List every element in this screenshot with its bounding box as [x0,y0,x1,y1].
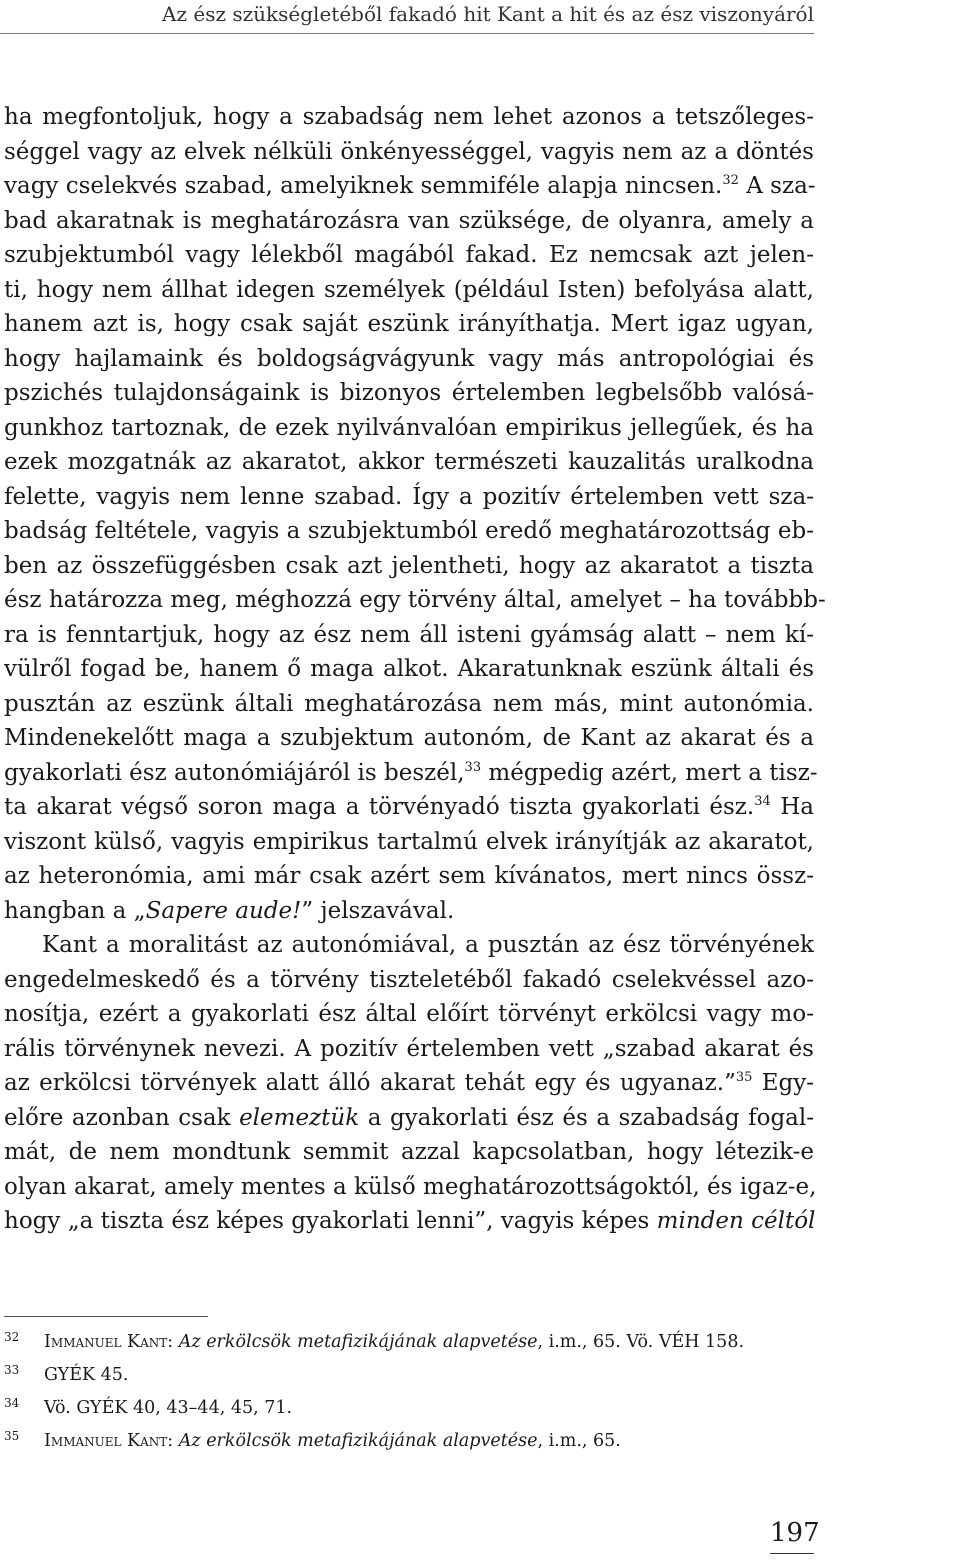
footnote-33 [4,1363,128,1385]
text-line: séggel vagy az elvek nélküli önkényességgel, vagyis nem az a döntés [4,138,814,165]
italic-phrase: minden céltól [656,1208,816,1234]
text-line: ti, hogy nem állhat idegen személyek (például Isten) befolyása alatt, [4,276,814,303]
text-line: pusztán az eszünk általi meghatározása nem más, mint autonómia. [4,690,814,717]
footnote-author: Immanuel Kant: [44,1431,174,1451]
footnote-number: 33 [4,1363,20,1377]
text-line: gunkhoz tartoznak, de ezek nyilvánvalóan empirikus jellegűek, és ha [4,414,814,441]
text-line: hanem azt is, hogy csak saját eszünk irányíthatja. Mert igaz ugyan, [4,311,814,337]
text-line: ta akarat végső soron maga a törvényadó tiszta gyakorlati ész.$^{34}$ Ha [4,794,814,820]
text-line: rális törvénynek nevezi. A pozitív értelemben vett „szabad akarat és [4,1035,814,1062]
text-line: ha megfontoljuk, hogy a szabadság nem lehet azonos a tetszőleges- [4,104,814,130]
footnote-rule [4,1316,208,1317]
footnote-title: Az erkölcsök metafizikájának alapvetése [178,1431,538,1451]
text-line: engedelmeskedő és a törvény tiszteletéből fakadó cselekvéssel azo- [4,966,814,993]
footnote-34 [4,1396,292,1418]
paragraph-start: Kant a moralitást az autonómiával, a pusztán az ész törvényének [42,932,814,958]
text-line: szubjektumból vagy lélekből magából fakad. Ez nemcsak azt jelen- [4,242,814,268]
text-line: az heteronómia, ami már csak azért sem kívánatos, mert nincs össz- [4,863,814,889]
running-header [0,0,960,30]
footnote-ref[interactable]: 34 [754,794,771,809]
text-line: olyan akarat, amely mentes a külső meghatározottságoktól, és igaz-e, [4,1173,817,1200]
page-number: 197 [770,1518,820,1548]
text-line: ben az összefüggésben csak azt jelentheti, hogy az akaratot a tiszta [4,552,814,579]
text-line: az erkölcsi törvények alatt álló akarat tehát egy és ugyanaz.”$^{35}$ Egy- [4,1070,814,1096]
text-line: nosítja, ezért a gyakorlati ész által előírt törvényt erkölcsi vagy mo- [4,1001,814,1027]
footnote-number: 34 [4,1396,20,1410]
text-line: hogy hajlamaink és boldogságvágyunk vagy más antropológiai és [4,345,814,372]
italic-phrase: Sapere aude! [145,897,302,924]
header-rule [0,33,814,34]
text-line: ra is fenntartjuk, hogy az ész nem áll isteni gyámság alatt – nem kí- [4,621,814,648]
text-line: bad akaratnak is meghatározásra van szüksége, de olyanra, amely a [4,207,814,234]
text-line: gyakorlati ész autonómiájáról is beszél,$^{33}$ mégpedig azért, mert a tisz- [4,759,818,786]
text-line: hangban a „Sapere aude!” jelszavával. [4,897,455,924]
text-line: vülről fogad be, hanem ő maga alkot. Akaratunknak eszünk általi és [4,656,814,682]
footnote-text: Vö. GYÉK 40, 43–44, 45, 71. [44,1398,293,1418]
text-line: Mindenekelőtt maga a szubjektum autonóm, de Kant az akarat és a [4,725,814,751]
page-number-rule [770,1553,814,1554]
text-line: felette, vagyis nem lenne szabad. Így a pozitív értelemben vett sza- [4,483,814,510]
footnote-author: Immanuel Kant: [44,1332,174,1352]
footnote-32: 32 Immanuel Kant: Az erkölcsök metafizikájának alapvetése, i.m., 65. Vö. VÉH 158. [4,1330,745,1352]
footnote-ref[interactable]: 33 [464,759,482,775]
italic-phrase: elemeztük [239,1104,360,1131]
text-line: badság feltétele, vagyis a szubjektumból eredő meghatározottság eb- [4,518,814,544]
footnote-ref[interactable]: 32 [722,173,739,188]
text-line: pszichés tulajdonságaink is bizonyos értelemben legbelsőbb valósá- [4,380,814,406]
text-line: mát, de nem mondtunk semmit azzal kapcsolatban, hogy létezik-e [4,1139,814,1165]
footnote-35: 35 Immanuel Kant: Az erkölcsök metafizikájának alapvetése, i.m., 65. [4,1429,621,1451]
main-text [4,100,826,1239]
text-line: előre azonban csak elemeztük a gyakorlati ész és a szabadság fogal- [4,1104,815,1131]
footnote-number: 32 [4,1330,20,1344]
text-line: hogy „a tiszta ész képes gyakorlati lenni”, vagyis képes minden céltól [4,1208,816,1234]
running-title: Az ész szükségletéből fakadó hit Kant a hit és az ész viszonyáról [162,2,814,26]
text-line: ész határozza meg, méghozzá egy törvény által, amelyet – ha továbbb- [4,587,826,613]
footnote-text: GYÉK 45. [44,1365,129,1385]
footnote-number: 35 [4,1429,20,1443]
footnote-title: Az erkölcsök metafizikájának alapvetése [178,1332,538,1352]
footnote-ref[interactable]: 35 [735,1070,753,1085]
text-line: ezek mozgatnák az akaratot, akkor természeti kauzalitás uralkodna [4,449,814,475]
text-line: vagy cselekvés szabad, amelyiknek semmiféle alapja nincsen.$^{32}$ A sza- [4,173,816,199]
text-line: viszont külső, vagyis empirikus tartalmú elvek irányítják az akaratot, [4,828,814,855]
